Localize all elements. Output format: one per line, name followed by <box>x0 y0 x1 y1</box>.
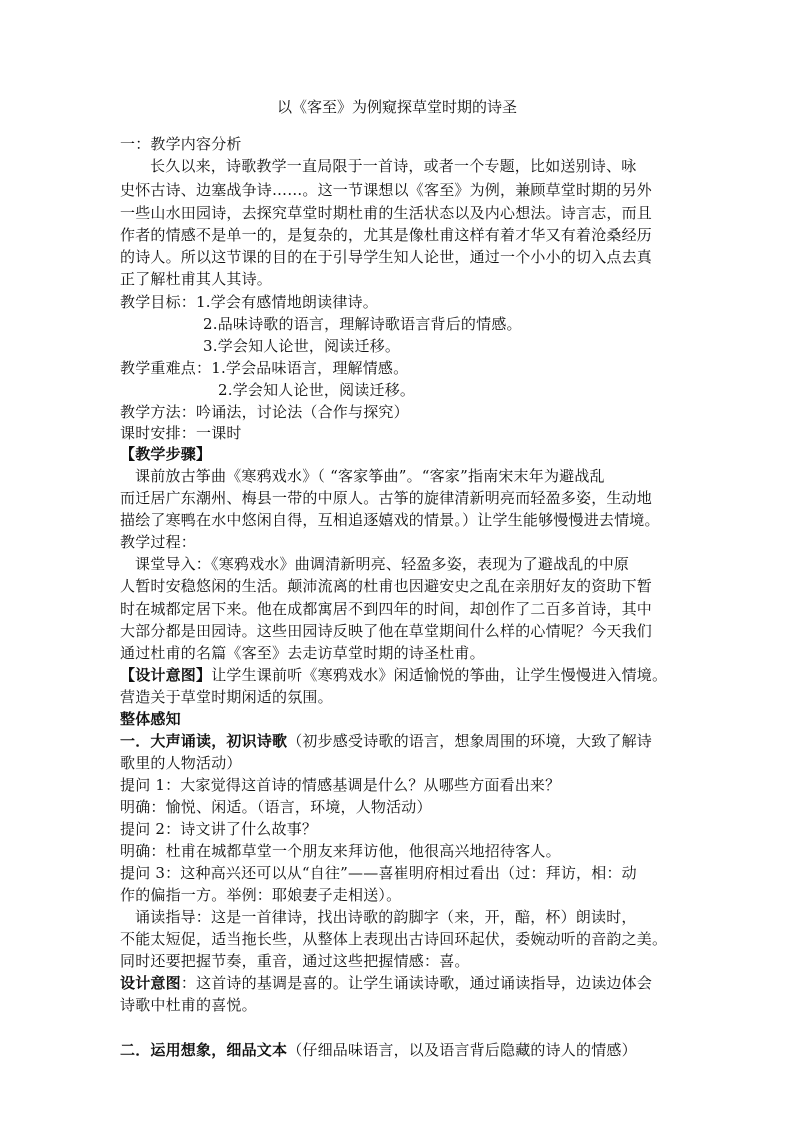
key-points-label: 教学重难点：1.学会品味语言，理解情感。 <box>120 359 409 377</box>
paragraph-line: 人暂时安稳悠闲的生活。颠沛流离的杜甫也因避安史之乱在亲朋好友的资助下暂 <box>120 577 653 595</box>
paragraph-line: 诗歌中杜甫的喜悦。 <box>120 996 257 1014</box>
subsection-heading-line <box>120 731 680 751</box>
paragraph-line: 同时还要把握节奏，重音，通过这些把握情感：喜。 <box>120 952 470 970</box>
paragraph-line: 作者的情感不是单一的，是复杂的，尤其是像杜甫这样有着才华又有着沧桑经历 <box>120 226 653 244</box>
paragraph-line: 歌里的人物活动） <box>120 754 242 772</box>
teaching-method: 教学方法：吟诵法，讨论法（合作与探究） <box>120 403 409 421</box>
reading-guide-line: 诵读指导：这是一首律诗，找出诗歌的韵脚字（来，开，醅，杯）朗读时， <box>135 908 637 926</box>
subsection-heading: 二．运用想象，细品文本 <box>120 1041 288 1059</box>
paragraph-line: 作的偏指一方。举例：耶娘妻子走相送）。 <box>120 886 402 904</box>
answer-1: 明确：愉悦、闲适。（语言，环境，人物活动） <box>120 798 432 816</box>
section-heading-content-analysis: 一：教学内容分析 <box>120 135 242 153</box>
design-intent-line <box>120 665 680 685</box>
paragraph-line: 课堂导入：《寒鸦戏水》曲调清新明亮、轻盈多姿，表现为了避战乱的中原 <box>135 555 630 573</box>
subsection-heading-line <box>120 1040 680 1060</box>
design-intent-label: 【设计意图】 <box>120 666 212 684</box>
design-intent-line <box>120 973 680 993</box>
paragraph-line: 不能太短促，适当拖长些，从整体上表现出古诗回环起伏，委婉动听的音韵之美。 <box>120 930 668 948</box>
paragraph-line: 大部分都是田园诗。这些田园诗反映了他在草堂期间什么样的心情呢？今天我们 <box>120 622 653 640</box>
design-intent-label: 设计意图 <box>120 974 181 992</box>
paragraph-line: 时在城都定居下来。他在成都寓居不到四年的时间，却创作了二百多首诗，其中 <box>120 600 653 618</box>
class-time: 课时安排：一课时 <box>120 424 242 442</box>
question-3: 提问 3：这种高兴还可以从“自往”——喜崔明府相过看出（过：拜访，相：动 <box>120 864 637 882</box>
paragraph-line: 的诗人。所以这节课的目的在于引导学生知人论世，通过一个小小的切入点去真 <box>120 248 653 266</box>
paragraph-line: 一些山水田园诗，去探究草堂时期杜甫的生活状态以及内心想法。诗言志，而且 <box>120 204 653 222</box>
subsection-note: （初步感受诗歌的语言，想象周围的环境，大致了解诗 <box>287 732 653 750</box>
subsection-heading: 一．大声诵读，初识诗歌 <box>120 732 288 750</box>
answer-2: 明确：杜甫在城都草堂一个朋友来拜访他，他很高兴地招待客人。 <box>120 842 561 860</box>
teaching-goal-item: 3.学会知人论世，阅读迁移。 <box>203 337 401 355</box>
key-point-item: 2.学会知人论世，阅读迁移。 <box>218 381 416 399</box>
paragraph-line: 通过杜甫的名篇《客至》去走访草堂时期的诗圣杜甫。 <box>120 644 485 662</box>
design-intent-text: 让学生课前听《寒鸦戏水》闲适愉悦的筝曲，让学生慢慢进入情境。 <box>211 666 668 684</box>
paragraph-line: 营造关于草堂时期闲适的氛围。 <box>120 688 333 706</box>
paragraph-line: 描绘了寒鸭在水中悠闲自得，互相追逐嬉戏的情景。）让学生能够慢慢进去情境。 <box>120 511 660 529</box>
steps-heading: 【教学步骤】 <box>120 445 212 463</box>
paragraph-line: 课前放古筝曲《寒鸦戏水》（ “客家筝曲”。“客家”指南宋末年为避战乱 <box>135 467 605 485</box>
teaching-process-label: 教学过程： <box>120 533 197 551</box>
design-intent-text: ：这首诗的基调是喜的。让学生诵读诗歌，通过诵读指导，边读边体会 <box>180 974 653 992</box>
overall-perception-heading: 整体感知 <box>120 710 181 728</box>
document-title: 以《客至》为例窥探草堂时期的诗圣 <box>276 98 517 116</box>
paragraph-line: 正了解杜甫其人其诗。 <box>120 270 273 288</box>
paragraph-line: 而迁居广东潮州、梅县一带的中原人。古筝的旋律清新明亮而轻盈多姿，生动地 <box>120 489 653 507</box>
teaching-goals-label: 教学目标：1.学会有感情地朗读律诗。 <box>120 293 378 311</box>
subsection-note: （仔细品味语言，以及语言背后隐藏的诗人的情感） <box>287 1041 637 1059</box>
paragraph-line: 长久以来，诗歌教学一直局限于一首诗，或者一个专题，比如送别诗、咏 <box>150 157 637 175</box>
question-2: 提问 2：诗文讲了什么故事？ <box>120 820 318 838</box>
question-1: 提问 1：大家觉得这首诗的情感基调是什么？从哪些方面看出来？ <box>120 776 561 794</box>
paragraph-line: 史怀古诗、边塞战争诗……。这一节课想以《客至》为例，兼顾草堂时期的另外 <box>120 181 653 199</box>
teaching-goal-item: 2.品味诗歌的语言，理解诗歌语言背后的情感。 <box>203 315 522 333</box>
